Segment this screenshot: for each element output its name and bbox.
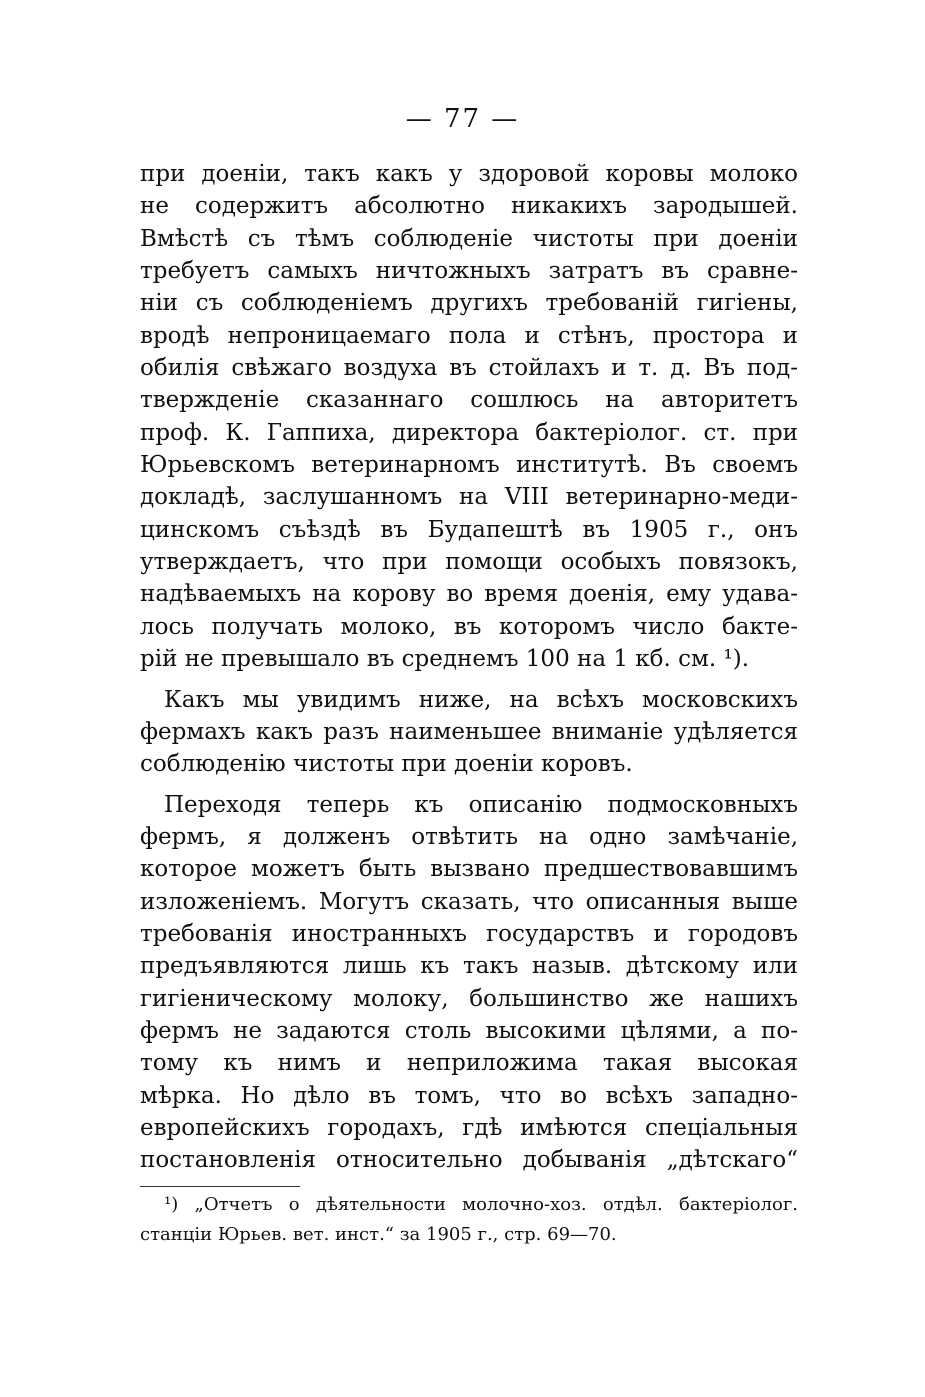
text-line: утверждаетъ, что при помощи особыхъ повязокъ, — [140, 549, 798, 576]
text-line: цинскомъ съѣздѣ въ Будапештѣ въ 1905 г., онъ — [140, 516, 798, 543]
footnote-line: ¹) „Отчетъ о дѣятельности молочно-хоз. отдѣл. бактеріолог. — [164, 1194, 798, 1215]
footnote-divider — [140, 1186, 300, 1187]
paragraph-3 — [140, 789, 798, 1177]
text-line: проф. К. Гаппиха, директора бактеріолог. ст. при — [140, 419, 798, 446]
text-line: не содержитъ абсолютно никакихъ зародышей. — [140, 193, 798, 220]
text-line: фермъ не задаются столь высокими цѣлями, а по- — [140, 1017, 798, 1044]
body-text — [140, 158, 798, 1177]
paragraph-2 — [140, 684, 798, 781]
text-line: требуетъ самыхъ ничтожныхъ затратъ въ сравне- — [140, 258, 798, 285]
text-line: фермъ, я долженъ отвѣтить на одно замѣчаніе, — [140, 823, 798, 850]
text-line: соблюденію чистоты при доеніи коровъ. — [140, 751, 633, 778]
text-line: обилія свѣжаго воздуха въ стойлахъ и т. д. Въ под- — [140, 355, 798, 382]
text-line: вродѣ непроницаемаго пола и стѣнъ, простора и — [140, 322, 798, 349]
text-line: Какъ мы увидимъ ниже, на всѣхъ московскихъ — [164, 686, 798, 713]
text-line: лось получать молоко, въ которомъ число бакте- — [140, 613, 798, 640]
text-line: докладѣ, заслушанномъ на VIII ветеринарно-меди- — [140, 484, 798, 511]
text-line: при доеніи, такъ какъ у здоровой коровы молоко — [140, 161, 798, 187]
text-line: Переходя теперь къ описанію подмосковныхъ — [164, 791, 798, 818]
footnote-line: станціи Юрьев. вет. инст.“ за 1905 г., стр. 69—70. — [140, 1224, 617, 1245]
page-number: — 77 — — [405, 104, 520, 134]
text-line: предъявляются лишь къ такъ назыв. дѣтскому или — [140, 953, 798, 980]
text-line: Юрьевскомъ ветеринарномъ институтѣ. Въ своемъ — [140, 452, 798, 479]
text-line: ніи съ соблюденіемъ другихъ требованій гигіены, — [140, 290, 798, 317]
text-line: мѣрка. Но дѣло въ томъ, что во всѣхъ западно- — [140, 1082, 798, 1109]
text-line: твержденіе сказаннаго сошлюсь на авторитетъ — [140, 387, 798, 414]
text-line: гигіеническому молоку, большинство же нашихъ — [140, 985, 798, 1012]
text-line: фермахъ какъ разъ наименьшее вниманіе удѣляется — [140, 718, 798, 745]
text-line: постановленія относительно добыванія „дѣтскаго“ — [140, 1147, 798, 1174]
text-line: Вмѣстѣ съ тѣмъ соблюденіе чистоты при доеніи — [140, 225, 798, 252]
text-line: рій не превышало въ среднемъ 100 на 1 кб. см. ¹). — [140, 646, 750, 673]
footnote — [140, 1190, 798, 1250]
text-line: требованія иностранныхъ государствъ и городовъ — [140, 920, 798, 947]
paragraph-1 — [140, 158, 798, 676]
text-line: надѣваемыхъ на корову во время доенія, ему удава- — [140, 581, 798, 608]
text-line: которое можетъ быть вызвано предшествовавшимъ — [140, 856, 798, 883]
text-line: изложеніемъ. Могутъ сказать, что описанныя выше — [140, 888, 798, 915]
text-line: европейскихъ городахъ, гдѣ имѣются спеціальныя — [140, 1114, 798, 1141]
text-line: тому къ нимъ и неприложима такая высокая — [140, 1050, 798, 1077]
